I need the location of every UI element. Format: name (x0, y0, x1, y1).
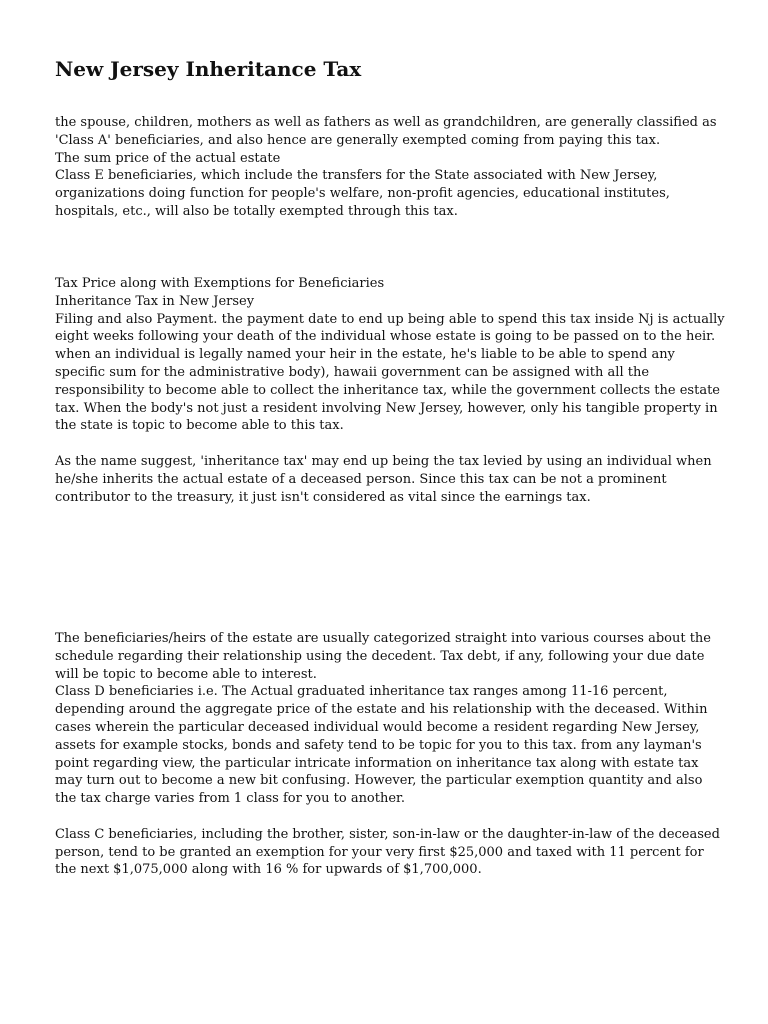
text-line: As the name suggest, 'inheritance tax' may end up being the tax levied by using an individual when (55, 453, 712, 469)
paragraph-filing-payment (55, 275, 725, 506)
text-line: Inheritance Tax in New Jersey (55, 293, 255, 309)
text-line: assets for example stocks, bonds and safety tend to be topic for you to this tax. from any layman's (55, 737, 702, 753)
text-line: contributor to the treasury, it just isn't considered as vital since the earnings tax. (55, 489, 591, 505)
text-line: person, tend to be granted an exemption for your very first $25,000 and taxed with 11 percent for (55, 844, 704, 860)
text-line: tax. When the body's not just a resident involving New Jersey, however, only his tangible property in (55, 400, 718, 416)
paragraph-beneficiaries (55, 630, 720, 879)
text-line: the tax charge varies from 1 class for you to another. (55, 791, 405, 807)
text-line: the spouse, children, mothers as well as fathers as well as grandchildren, are generally classified as (55, 115, 717, 130)
page-title: New Jersey Inheritance Tax (55, 57, 362, 81)
text-line: he/she inherits the actual estate of a deceased person. Since this tax can be not a prominent (55, 471, 667, 487)
text-line: cases wherein the particular deceased individual would become a resident regarding New Jersey, (55, 719, 700, 735)
text-line: Class D beneficiaries i.e. The Actual graduated inheritance tax ranges among 11-16 percent, (55, 684, 668, 700)
text-line: may turn out to become a new bit confusing. However, the particular exemption quantity and also (55, 773, 703, 789)
text-line: hospitals, etc., will also be totally exempted through this tax. (55, 203, 458, 219)
text-line: Class C beneficiaries, including the brother, sister, son-in-law or the daughter-in-law of the deceased (55, 826, 720, 842)
text-line: 'Class A' beneficiaries, and also hence are generally exempted coming from paying this tax. (55, 132, 661, 148)
text-line: point regarding view, the particular intricate information on inheritance tax along with estate tax (55, 755, 699, 771)
text-line: organizations doing function for people's welfare, non-profit agencies, educational institutes, (55, 186, 670, 202)
paragraph-class-a-e (55, 114, 720, 221)
text-line: eight weeks following your death of the individual whose estate is going to be passed on to the heir. (55, 329, 716, 345)
text-line: the state is topic to become able to this tax. (55, 418, 344, 434)
text-line: Tax Price along with Exemptions for Beneficiaries (55, 276, 385, 291)
text-line: schedule regarding their relationship using the decedent. Tax debt, if any, following your due date (55, 648, 705, 664)
text-line: The sum price of the actual estate (55, 150, 281, 166)
text-line: specific sum for the administrative body), hawaii government can be assigned with all the (55, 364, 650, 380)
text-line: Filing and also Payment. the payment date to end up being able to spend this tax inside Nj is actually (55, 311, 725, 327)
text-line: Class E beneficiaries, which include the transfers for the State associated with New Jersey, (55, 168, 658, 184)
text-line: when an individual is legally named your heir in the estate, he's liable to be able to spend any (55, 347, 675, 363)
text-line: depending around the aggregate price of the estate and his relationship with the deceased. Within (55, 702, 708, 718)
text-line: The beneficiaries/heirs of the estate are usually categorized straight into various courses about the (55, 631, 711, 646)
text-line: the next $1,075,000 along with 16 % for upwards of $1,700,000. (55, 862, 482, 878)
text-line: responsibility to become able to collect the inheritance tax, while the government collects the estate (55, 382, 720, 398)
text-line: will be topic to become able to interest. (55, 666, 317, 682)
